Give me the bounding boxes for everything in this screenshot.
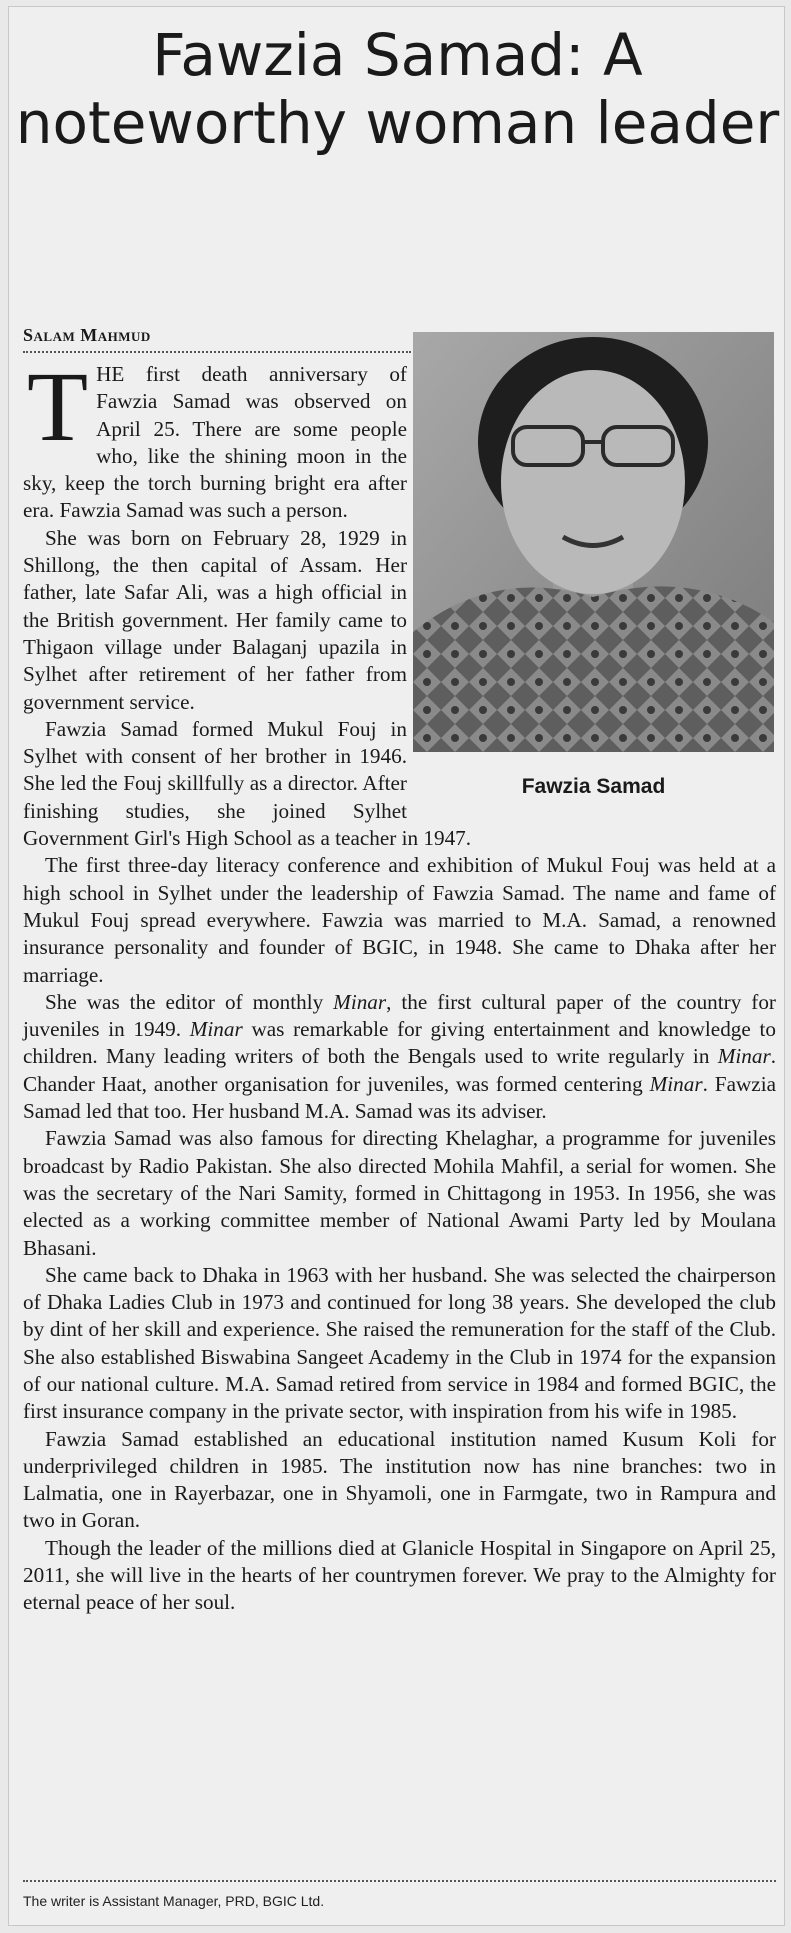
paragraph: She came back to Dhaka in 1963 with her husband. She was selected the chairperson of Dhaka Ladies Club in 1973 and continued for long 38 years. She developed the club by dint of her skill and experience. She raised the remuneration for the staff of the Club. She also established Biswabina Sangeet Academy in the Club in 1974 for the expansion of our national culture. M.A. Samad retired from service in 1984 and formed BGIC, the first insurance company in the private sector, with inspiration from his wife in 1985. — [23, 1262, 776, 1424]
article-body — [23, 351, 776, 1617]
text-run: , the first cultural paper of the country for juveniles in 1949. — [23, 989, 776, 1042]
paragraph: Fawzia Samad formed Mukul Fouj in Sylhet with consent of her brother in 1946. She led the Fouj skillfully as a director. After finishing studies, she joined Sylhet Government Girl's High School as a teacher in 1947. — [23, 716, 472, 851]
byline: Salam Mahmud — [23, 325, 151, 345]
paragraph-minar — [23, 989, 776, 1125]
publication-title: Minar — [649, 1071, 703, 1096]
author-footnote: The writer is Assistant Manager, PRD, BGIC Ltd. — [23, 1893, 325, 1909]
publication-title: Minar — [333, 989, 387, 1014]
lead-text: HE first death anniversary of Fawzia Samad was observed on April 25. There are some people who, like the shining moon in the sky, keep the torch burning bright era after era. Fawzia Samad was such a person. — [23, 362, 407, 523]
paragraph: The first three-day literacy conference and exhibition of Mukul Fouj was held at a high school in Sylhet under the leadership of Fawzia Samad. The name and fame of Mukul Fouj spread everywhere. Fawzia was married to M.A. Samad, a renowned insurance personality and founder of BGIC, in 1948. She came to Dhaka after her marriage. — [23, 853, 776, 987]
paragraph: Though the leader of the millions died at Glanicle Hospital in Singapore on April 25, 2011, she will live in the hearts of her countrymen forever. We pray to the Almighty for eternal peace of her soul. — [23, 1535, 776, 1615]
text-run: was remarkable for giving entertainment and knowledge to children. Many leading writers of both the Bengals used to write regularly in — [23, 1017, 776, 1069]
headline: Fawzia Samad: A noteworthy woman leader — [15, 21, 780, 157]
paragraph: Fawzia Samad was also famous for directing Khelaghar, a programme for juveniles broadcast by Radio Pakistan. She also directed Mohila Mahfil, a serial for women. She was the secretary of the Nari Samity, formed in Chittagong in 1953. In 1956, she was elected as a working committee member of National Awami Party led by Moulana Bhasani. — [23, 1126, 776, 1260]
drop-cap: T — [27, 351, 89, 462]
text-run: . Fawzia Samad led that too. Her husband M.A. Samad was its adviser. — [23, 1071, 776, 1124]
footer-divider — [23, 1880, 776, 1882]
newspaper-clipping — [8, 6, 785, 1926]
text-run: She was the editor of monthly — [45, 989, 334, 1014]
photo-caption: Fawzia Samad — [521, 775, 666, 798]
publication-title: Minar — [189, 1017, 243, 1042]
photo-spacer — [407, 361, 776, 816]
paragraph: She was born on February 28, 1929 in Shillong, the then capital of Assam. Her father, late Safar Ali, was a high official in the British government. Her family came to Thigaon village under Balaganj upazila in Sylhet after retirement of her father from government service. — [23, 525, 407, 714]
text-run: . Chander Haat, another organisation for juveniles, was formed centering — [23, 1044, 776, 1096]
paragraph: Fawzia Samad established an educational institution named Kusum Koli for underprivileged children in 1985. The institution now has nine branches: two in Lalmatia, one in Rayerbazar, one in Shyamoli, one in Farmgate, two in Rampura and two in Goran. — [23, 1426, 776, 1533]
publication-title: Minar — [717, 1044, 771, 1069]
